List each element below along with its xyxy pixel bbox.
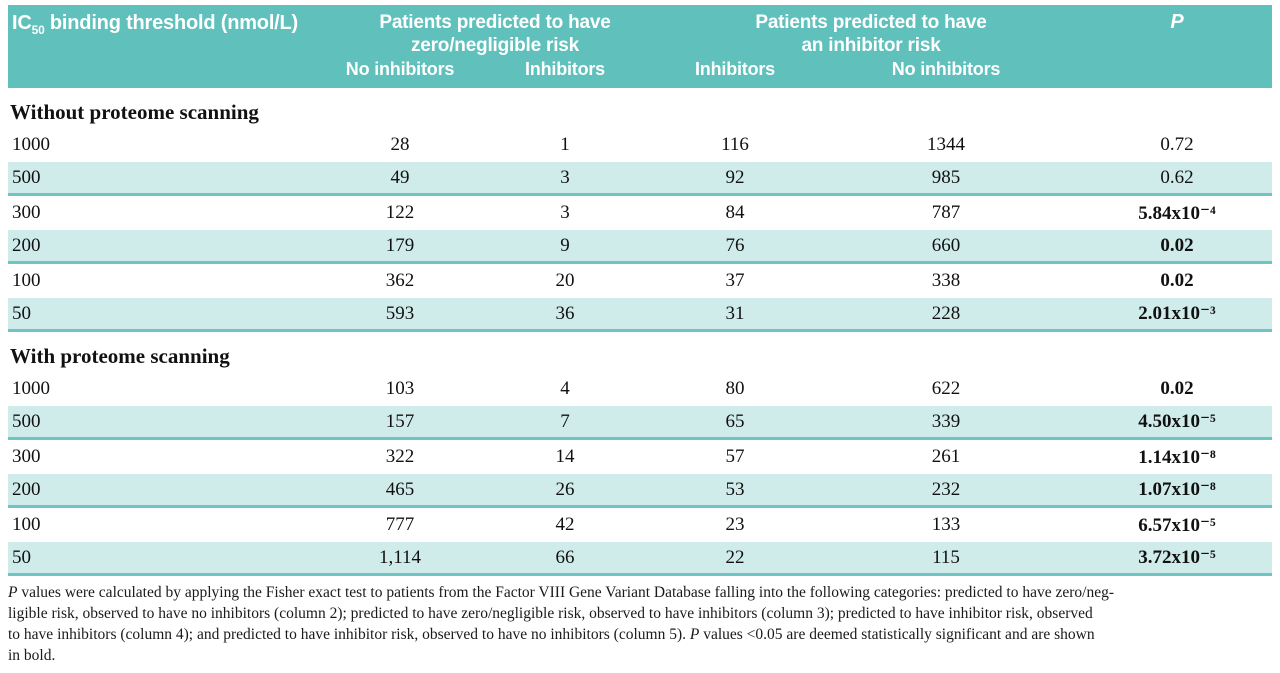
zero-no-inhibitors-cell: 103 [385,378,415,399]
footnote-line [8,582,1272,603]
table-row [8,298,1272,332]
p-value-cell: 6.57x10⁻⁵ [1138,514,1216,536]
zero-inhibitors-cell: 20 [555,270,575,291]
table-row [8,196,1272,230]
table-row [8,474,1272,508]
section-title: Without proteome scanning [10,99,259,124]
risk-inhibitors-cell: 84 [725,202,745,223]
zero-no-inhibitors-cell: 122 [385,202,415,223]
risk-no-inhibitors-cell: 261 [931,446,961,467]
footnote-line [8,603,1272,624]
zero-inhibitors-cell: 1 [560,134,570,155]
table-row [8,162,1272,196]
table-row [8,372,1272,406]
threshold-cell: 1000 [12,134,50,155]
footnote-italic-p: P [689,626,700,643]
p-value-cell: 0.02 [1160,270,1194,291]
zero-no-inhibitors-cell: 157 [385,410,415,432]
table-row [8,440,1272,474]
table-header-sub-row [8,58,1272,80]
zero-inhibitors-cell: 3 [560,202,570,223]
risk-no-inhibitors-cell: 232 [931,478,961,500]
table-header [8,5,1272,88]
threshold-cell: 50 [12,302,31,324]
threshold-label-pre: IC [12,12,32,34]
zero-no-inhibitors-cell: 179 [385,234,415,256]
inhibitor-risk-group-line2: an inhibitor risk [801,35,941,56]
threshold-label-subscript: 50 [31,23,45,37]
risk-no-inhibitors-cell: 115 [932,546,960,568]
threshold-cell: 50 [12,546,31,568]
column-header-p-value: P [1170,11,1184,33]
footnote-line [8,645,1272,666]
p-value-cell: 3.72x10⁻⁵ [1138,547,1216,568]
threshold-cell: 500 [12,410,41,432]
risk-inhibitors-cell: 80 [725,378,745,399]
zero-no-inhibitors-cell: 49 [390,166,410,188]
table-body [0,96,1280,576]
risk-no-inhibitors-cell: 339 [931,410,961,432]
zero-no-inhibitors-cell: 465 [385,478,415,500]
risk-inhibitors-cell: 23 [725,514,745,535]
risk-inhibitors-cell: 22 [725,546,745,568]
risk-inhibitors-cell: 53 [725,478,745,500]
risk-inhibitors-cell: 116 [721,134,749,155]
footnote-text: values <0.05 are deemed statistically significant and are shown [699,626,1095,643]
p-value-cell: 1.14x10⁻⁸ [1138,446,1216,468]
column-group-zero-risk [330,11,660,57]
subheader-zero-inhibitors: Inhibitors [525,59,605,79]
p-value-cell: 2.01x10⁻³ [1138,303,1216,324]
zero-inhibitors-cell: 7 [560,410,570,432]
subheader-risk-inhibitors: Inhibitors [695,59,775,79]
p-value-cell: 4.50x10⁻⁵ [1138,411,1216,432]
p-value-cell: 5.84x10⁻⁴ [1138,202,1216,224]
risk-no-inhibitors-cell: 985 [931,166,961,188]
risk-no-inhibitors-cell: 338 [931,270,961,291]
risk-inhibitors-cell: 31 [725,302,745,324]
zero-inhibitors-cell: 9 [560,234,570,256]
risk-inhibitors-cell: 37 [725,270,745,291]
zero-no-inhibitors-cell: 362 [385,270,415,291]
risk-no-inhibitors-cell: 622 [931,378,961,399]
risk-no-inhibitors-cell: 1344 [927,134,965,155]
inhibitor-risk-group-line1: Patients predicted to have [755,12,987,33]
column-group-inhibitor-risk [660,11,1082,57]
risk-inhibitors-cell: 92 [725,166,745,188]
zero-risk-group-line2: zero/negligible risk [410,35,580,56]
threshold-cell: 100 [12,514,41,535]
zero-no-inhibitors-cell: 1,114 [378,546,422,568]
table-row [8,406,1272,440]
footnote-text: values were calculated by applying the Fisher exact test to patients from the Factor VIII Gene Variant Database falling into the following categories: predicted to have zero/neg- [17,584,1114,601]
risk-inhibitors-cell: 76 [725,234,745,256]
section-title: With proteome scanning [10,343,230,368]
footnote-text: ligible risk, observed to have no inhibitors (column 2); predicted to have zero/negligible risk, observed to have inhibitors (column 3); predicted to have inhibitor risk, observed [8,605,1093,622]
p-value-cell: 0.02 [1160,378,1194,399]
column-header-threshold [8,11,330,42]
subheader-spacer-right [1082,58,1272,80]
zero-inhibitors-cell: 66 [555,546,575,568]
table-row [8,230,1272,264]
footnote-text: in bold. [8,647,56,664]
footnote-text: to have inhibitors (column 4); and predicted to have inhibitor risk, observed to have no inhibitors (column 5). [8,626,690,643]
footnote-line [8,624,1272,645]
zero-risk-group-line1: Patients predicted to have [379,12,611,33]
risk-no-inhibitors-cell: 787 [931,202,961,223]
zero-inhibitors-cell: 36 [555,302,575,324]
threshold-cell: 200 [12,234,41,256]
zero-no-inhibitors-cell: 777 [385,514,415,535]
threshold-label-post: binding threshold (nmol/L) [44,12,299,34]
threshold-cell: 500 [12,166,41,188]
zero-no-inhibitors-cell: 593 [385,302,415,324]
zero-no-inhibitors-cell: 28 [390,134,410,155]
zero-inhibitors-cell: 4 [560,378,570,399]
threshold-cell: 300 [12,202,41,223]
risk-no-inhibitors-cell: 228 [931,302,961,324]
table-header-group-row [8,11,1272,57]
threshold-cell: 200 [12,478,41,500]
subheader-spacer [8,58,330,80]
subheader-zero-no-inhibitors: No inhibitors [345,59,455,79]
footnote [8,582,1272,666]
footnote-italic-p: P [8,584,18,601]
zero-inhibitors-cell: 42 [555,514,575,535]
risk-inhibitors-cell: 65 [725,410,745,432]
zero-inhibitors-cell: 14 [555,446,575,467]
p-value-cell: 1.07x10⁻⁸ [1138,479,1216,500]
zero-inhibitors-cell: 26 [555,478,575,500]
table-row [8,508,1272,542]
p-value-cell: 0.62 [1160,166,1194,188]
risk-inhibitors-cell: 57 [725,446,745,467]
risk-no-inhibitors-cell: 133 [931,514,961,535]
table-row [8,128,1272,162]
zero-inhibitors-cell: 3 [560,166,570,188]
threshold-cell: 1000 [12,378,50,399]
table-row [8,542,1272,576]
p-value-cell: 0.02 [1160,234,1194,256]
zero-no-inhibitors-cell: 322 [385,446,415,467]
threshold-cell: 100 [12,270,41,291]
risk-no-inhibitors-cell: 660 [931,234,961,256]
p-value-cell: 0.72 [1160,134,1194,155]
subheader-risk-no-inhibitors: No inhibitors [891,59,1001,79]
threshold-cell: 300 [12,446,41,467]
table-row [8,264,1272,298]
